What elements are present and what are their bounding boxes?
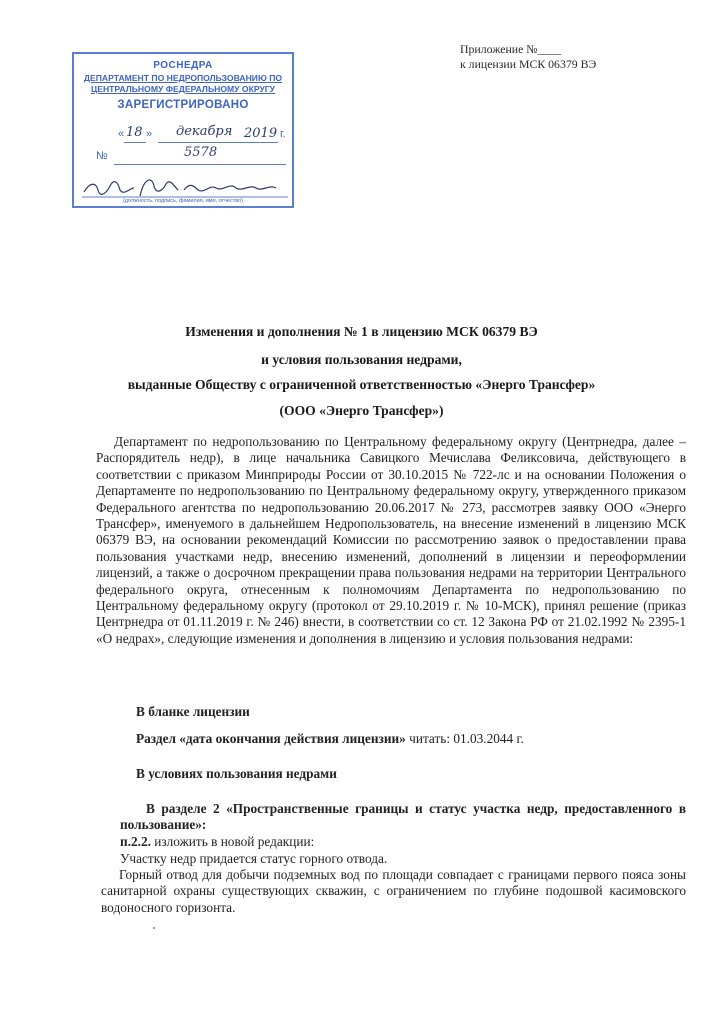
stamp-year-suffix: г. (280, 128, 286, 140)
stamp-signature-row (80, 176, 290, 200)
stamp-month-underline (158, 142, 278, 143)
date-section-value: читать: 01.03.2044 г. (405, 731, 524, 746)
conditions-heading: В условиях пользования недрами (136, 766, 337, 781)
title-line-4: (ООО «Энерго Трансфер») (279, 403, 444, 418)
stamp-quote-open: « (118, 128, 125, 140)
stamp-registered: ЗАРЕГИСТРИРОВАНО (117, 99, 249, 111)
stamp-number-label: № (96, 150, 108, 162)
item-2-2 (120, 834, 314, 850)
allotment-text: Горный отвод для добычи подземных вод по площади совпадает с границами первого пояса зоны санитарной охраны существующих скважин, с ограничением по глубине подошвой касимовского водоносного горизонта. (101, 867, 686, 915)
signature-image (80, 176, 290, 200)
stamp-day: 18 (126, 125, 143, 140)
item-2-2-text: изложить в новой редакции: (150, 834, 315, 849)
appendix-line-1: Приложение №____ (460, 42, 562, 56)
stamp-department: ДЕПАРТАМЕНТ ПО НЕДРОПОЛЬЗОВАНИЮ ПО ЦЕНТРАЛЬНОМУ ФЕДЕРАЛЬНОМУ ОКРУГУ (83, 73, 283, 94)
blank-heading: В бланке лицензии (136, 704, 250, 719)
section-2-text: В разделе 2 «Пространственные границы и статус участка недр, предоставленного в пользование»: (120, 801, 686, 833)
date-section (136, 731, 524, 747)
stamp-agency: РОСНЕДРА (153, 60, 213, 71)
stamp-month: декабря (176, 124, 233, 139)
stamp-day-underline (124, 142, 146, 143)
stamp-number-underline (114, 164, 286, 165)
stamp-quote-close: » (146, 128, 153, 140)
stamp-year: 2019 (244, 126, 278, 141)
appendix-header (460, 42, 596, 72)
registration-stamp (72, 52, 294, 208)
stamp-signature-caption: (должность, подпись, фамилия, имя, отчество) (122, 198, 244, 204)
stamp-number: 5578 (184, 145, 218, 160)
body-paragraph: Департамент по недропользованию по Центральному федеральному округу (Центрнедра, далее – Распорядитель недр), в лице начальника Савицкого Мечислава Феликсовича, действующего в соответствии с приказом Минприроды России от 30.10.2015 № 722-лс и на основании Положения о Департаменте по недропользованию по Центральному федеральному округу, утвержденного приказом Федерального агентства по недропользованию 20.06.2017 № 273, рассмотрев заявку ООО «Энерго Трансфер», именуемого в дальнейшем Недропользователь, на внесение изменений в лицензию МСК 06379 ВЭ, на основании рекомендаций Комиссии по рассмотрению заявок о предоставлении права пользования участками недр, внесению изменений, дополнений в лицензии и переоформлении лицензий, а также о досрочном прекращении права пользования недрами на территории Центрального федерального округа, отнесенным к полномочиям Департамента по недропользованию по Центральному федеральному округу (протокол от 29.10.2019 г. № 10-МСК), принял решение (приказ Центрнедра от 01.11.2019 г. № 246) внести, в соответствии со ст. 12 Закона РФ от 21.02.1992 № 2395-1 «О недрах», следующие изменения и дополнения в лицензию и условия пользования недрами: (96, 434, 686, 646)
title-line-2: и условия пользования недрами, (261, 352, 462, 367)
stamp-date-row (84, 124, 286, 144)
appendix-line-2: к лицензии МСК 06379 ВЭ (460, 57, 597, 71)
title-line-1: Изменения и дополнения № 1 в лицензию МСК 06379 ВЭ (185, 324, 538, 339)
status-line: Участку недр придается статус горного отвода. (120, 851, 388, 866)
item-2-2-number: п.2.2. (120, 834, 151, 849)
title-line-3: выданные Обществу с ограниченной ответственностью «Энерго Трансфер» (127, 377, 596, 392)
date-section-label: Раздел «дата окончания действия лицензии» (136, 731, 406, 746)
scan-speck (153, 927, 155, 929)
stamp-number-row (84, 145, 286, 166)
